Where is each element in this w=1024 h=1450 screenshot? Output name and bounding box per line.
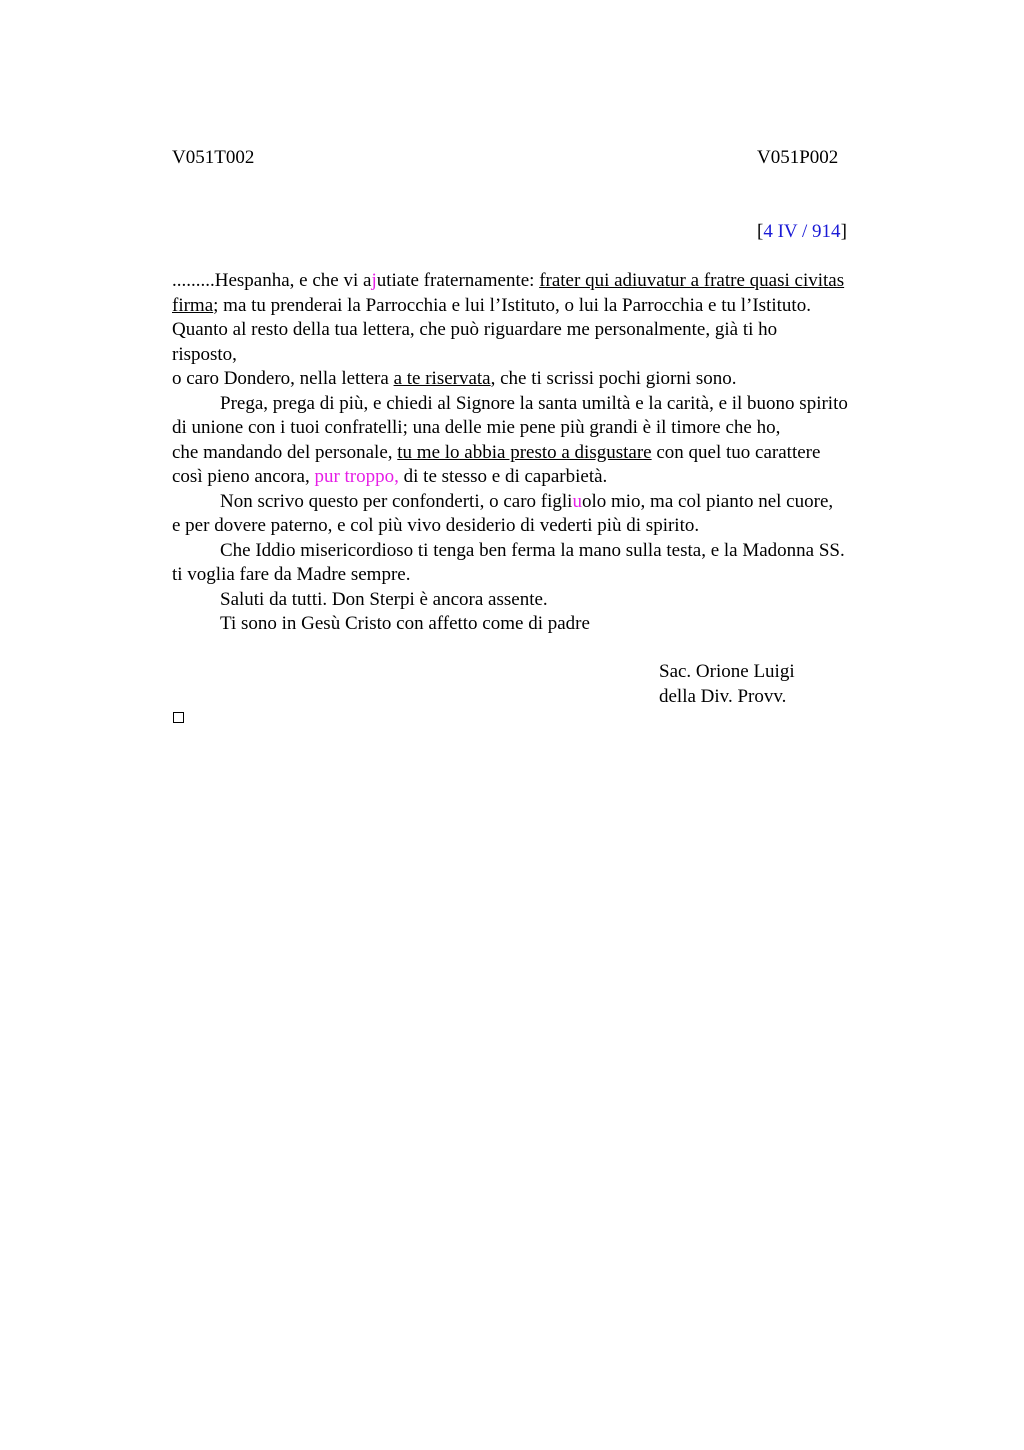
text-segment: con quel tuo carattere — [651, 441, 821, 463]
text-segment: così pieno ancora, — [172, 466, 315, 487]
highlighted-text: pur troppo, — [314, 466, 399, 487]
letter-line-14: Saluti da tutti. Don Sterpi è ancora assente. — [220, 588, 548, 610]
date-value: 4 IV / 914 — [763, 221, 841, 242]
text-segment: olo mio, ma col pianto nel cuore, — [581, 490, 834, 512]
letter-line-10 — [172, 490, 912, 515]
underlined-text: tu me lo abbia presto a disgustare — [397, 441, 652, 463]
text-segment: .........Hespanha, e che vi a — [172, 270, 372, 291]
underlined-quote: frater qui adiuvatur a fratre quasi civitas — [539, 270, 845, 291]
letter-date — [757, 220, 847, 244]
end-marker-box-icon — [173, 712, 184, 723]
highlighted-text: u — [572, 490, 582, 512]
text-segment: Non scrivo questo per confonderti, o caro figli — [220, 490, 573, 512]
letter-line-9 — [172, 465, 912, 490]
letter-body — [172, 269, 912, 637]
text-segment: , che ti scrissi pochi giorni sono. — [490, 368, 737, 389]
text-segment: ; ma tu prenderai la Parrocchia e lui l’Istituto, o lui la Parrocchia e tu l’Istituto. — [213, 294, 811, 316]
underlined-text: a te riservata — [393, 368, 491, 389]
letter-line-5 — [172, 367, 912, 392]
underlined-quote: firma — [172, 294, 214, 316]
text-segment: che mandando del personale, — [172, 441, 398, 463]
letter-line-11: e per dovere paterno, e col più vivo desiderio di vederti più di spirito. — [172, 515, 700, 536]
letter-line-4: risposto, — [172, 343, 237, 365]
letter-line-2 — [172, 294, 912, 319]
signature-block — [659, 660, 795, 709]
letter-line-12: Che Iddio misericordioso ti tenga ben ferma la mano sulla testa, e la Madonna SS. — [220, 539, 845, 561]
text-segment: utiate fraternamente: — [376, 270, 540, 291]
letter-line-1 — [172, 269, 912, 294]
date-close-bracket: ] — [840, 221, 847, 242]
document-code-right: V051P002 — [757, 147, 839, 168]
highlighted-text: j — [371, 270, 377, 291]
document-code-left: V051T002 — [172, 147, 255, 168]
text-segment: di te stesso e di caparbietà. — [398, 466, 608, 487]
date-open-bracket: [ — [757, 221, 764, 242]
letter-line-6: Prega, prega di più, e chiedi al Signore la santa umiltà e la carità, e il buono spirito — [220, 392, 848, 414]
letter-line-13: ti voglia fare da Madre sempre. — [172, 564, 411, 585]
signature-name: Sac. Orione Luigi — [659, 661, 795, 682]
signature-title: della Div. Provv. — [659, 685, 787, 707]
letter-line-3: Quanto al resto della tua lettera, che può riguardare me personalmente, già ti ho — [172, 319, 778, 340]
letter-line-15: Ti sono in Gesù Cristo con affetto come di padre — [220, 613, 590, 634]
text-segment: o caro Dondero, nella lettera — [172, 368, 394, 389]
letter-line-8 — [172, 441, 912, 466]
letter-line-7: di unione con i tuoi confratelli; una delle mie pene più grandi è il timore che ho, — [172, 417, 781, 438]
